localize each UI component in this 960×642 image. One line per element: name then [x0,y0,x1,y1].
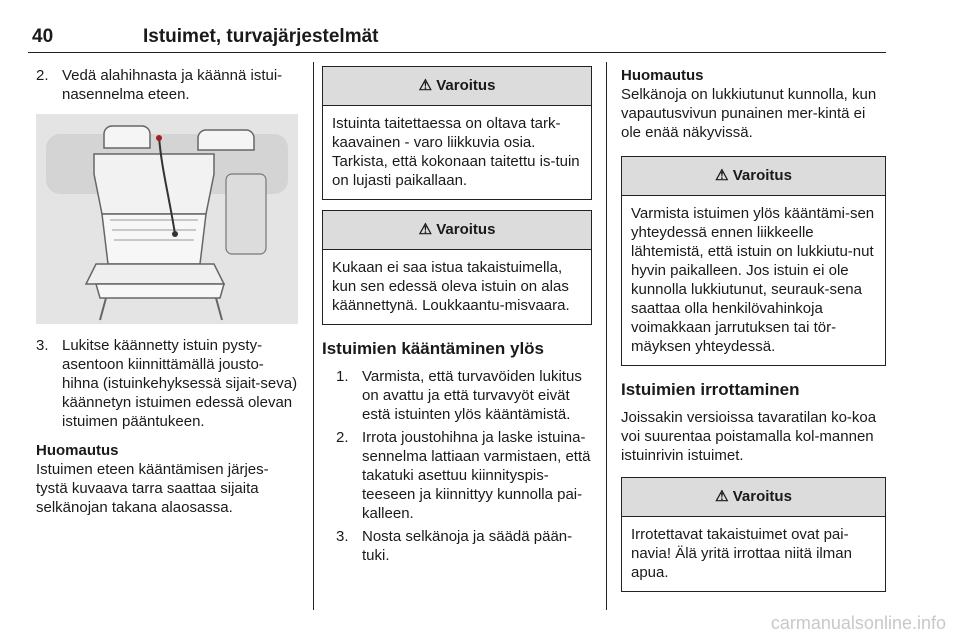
seat-folding-illustration [36,114,298,324]
warning-triangle-icon: ⚠ [715,488,729,505]
section-text: Joissakin versioissa tavaratilan ko-koa voi suurentaa poistamalla kol-mannen istuinrivin istuimet. [621,409,877,464]
step-1 [336,367,592,424]
warning-title: Varoitus [436,221,496,238]
warning-triangle-icon: ⚠ [418,221,433,238]
warning-header [622,478,885,517]
column-divider-2 [606,62,607,610]
column-divider-1 [313,62,314,610]
step-text: Vedä alahihnasta ja käännä istui-nasennelma eteen. [62,67,283,103]
warning-text: Kukaan ei saa istua takaistuimella, kun sen edessä oleva istuin on alas käännettynä. Loukkaantu-misvaara. [332,259,570,314]
warning-header [323,211,591,250]
step-3 [336,527,592,565]
step-2 [36,66,298,104]
column-middle [322,66,592,565]
warning-text: Varmista istuimen ylös kääntämi-sen yhteydessä ennen liikkeelle lähtemistä, että istuin on lukkiutu-nut hyvin paikalleen. Jos istuin ei ole kunnolla lukkiutunut, seurauk-sena saattaa olla henkilövahinkoja voimakkaan jarrutuksen tai tör-mäyksen yhteydessä. [631,205,875,355]
step-text: Varmista, että turvavöiden lukitus on avattu ja että turvavyöt eivät estä istuinten ylös kääntämistä. [362,368,582,423]
warning-title: Varoitus [732,488,792,505]
note-block [36,441,298,517]
page-number: 40 [32,26,54,47]
step-text: Nosta selkänoja ja säädä pään-tuki. [362,528,573,564]
warning-triangle-icon: ⚠ [418,77,433,94]
page-header [28,22,886,53]
warning-header [323,67,591,106]
step-text: Lukitse käännetty istuin pysty-asentoon kiinnittämällä jousto-hihna (istuinkehyksessä sijait-seva) käännetyn istuimen edessä olevan istuimen pääntukeen. [62,337,298,430]
step-number: 3. [36,337,49,354]
page-title: Istuimet, turvajärjestelmät [143,26,379,47]
section-heading: Istuimien kääntäminen ylös [322,339,545,358]
warning-box [322,66,592,200]
step-2 [336,428,592,523]
warning-title: Varoitus [436,77,496,94]
watermark: carmanualsonline.info [770,613,946,633]
warning-text: Irrotettavat takaistuimet ovat pai-navia! Älä yritä irrottaa niitä ilman apua. [631,526,852,581]
section-heading: Istuimien irrottaminen [621,380,800,399]
note-title: Huomautus [621,67,704,84]
column-right [621,66,886,602]
warning-box [621,156,886,366]
warning-triangle-icon: ⚠ [715,167,729,184]
warning-title: Varoitus [732,167,792,184]
column-left [36,66,298,517]
step-number: 3. [336,528,349,545]
warning-box [621,477,886,592]
warning-box [322,210,592,325]
note-text: Selkänoja on lukkiutunut kunnolla, kun vapautusvivun punainen mer-kintä ei ole enää näkyvissä. [621,86,877,141]
warning-header [622,157,885,196]
step-number: 2. [36,67,49,84]
step-3 [36,336,298,431]
warning-text: Istuinta taitettaessa on oltava tark-kaavainen - varo liikkuvia osia. Tarkista, että kokonaan taitettu is-tuin on lujasti paikallaan. [332,115,580,189]
step-number: 2. [336,429,349,446]
note-block [621,66,886,142]
step-text: Irrota joustohihna ja laske istuina-sennelma lattiaan varmistaen, että takatuki asettuu kiinnityspis-teeseen ja kiinnittyy kunnolla pai-kalleen. [362,429,591,522]
note-title: Huomautus [36,442,119,459]
step-number: 1. [336,368,349,385]
note-text: Istuimen eteen kääntämisen järjes-tystä kuvaava tarra saattaa sijaita selkänojan takana alaosassa. [36,461,269,516]
